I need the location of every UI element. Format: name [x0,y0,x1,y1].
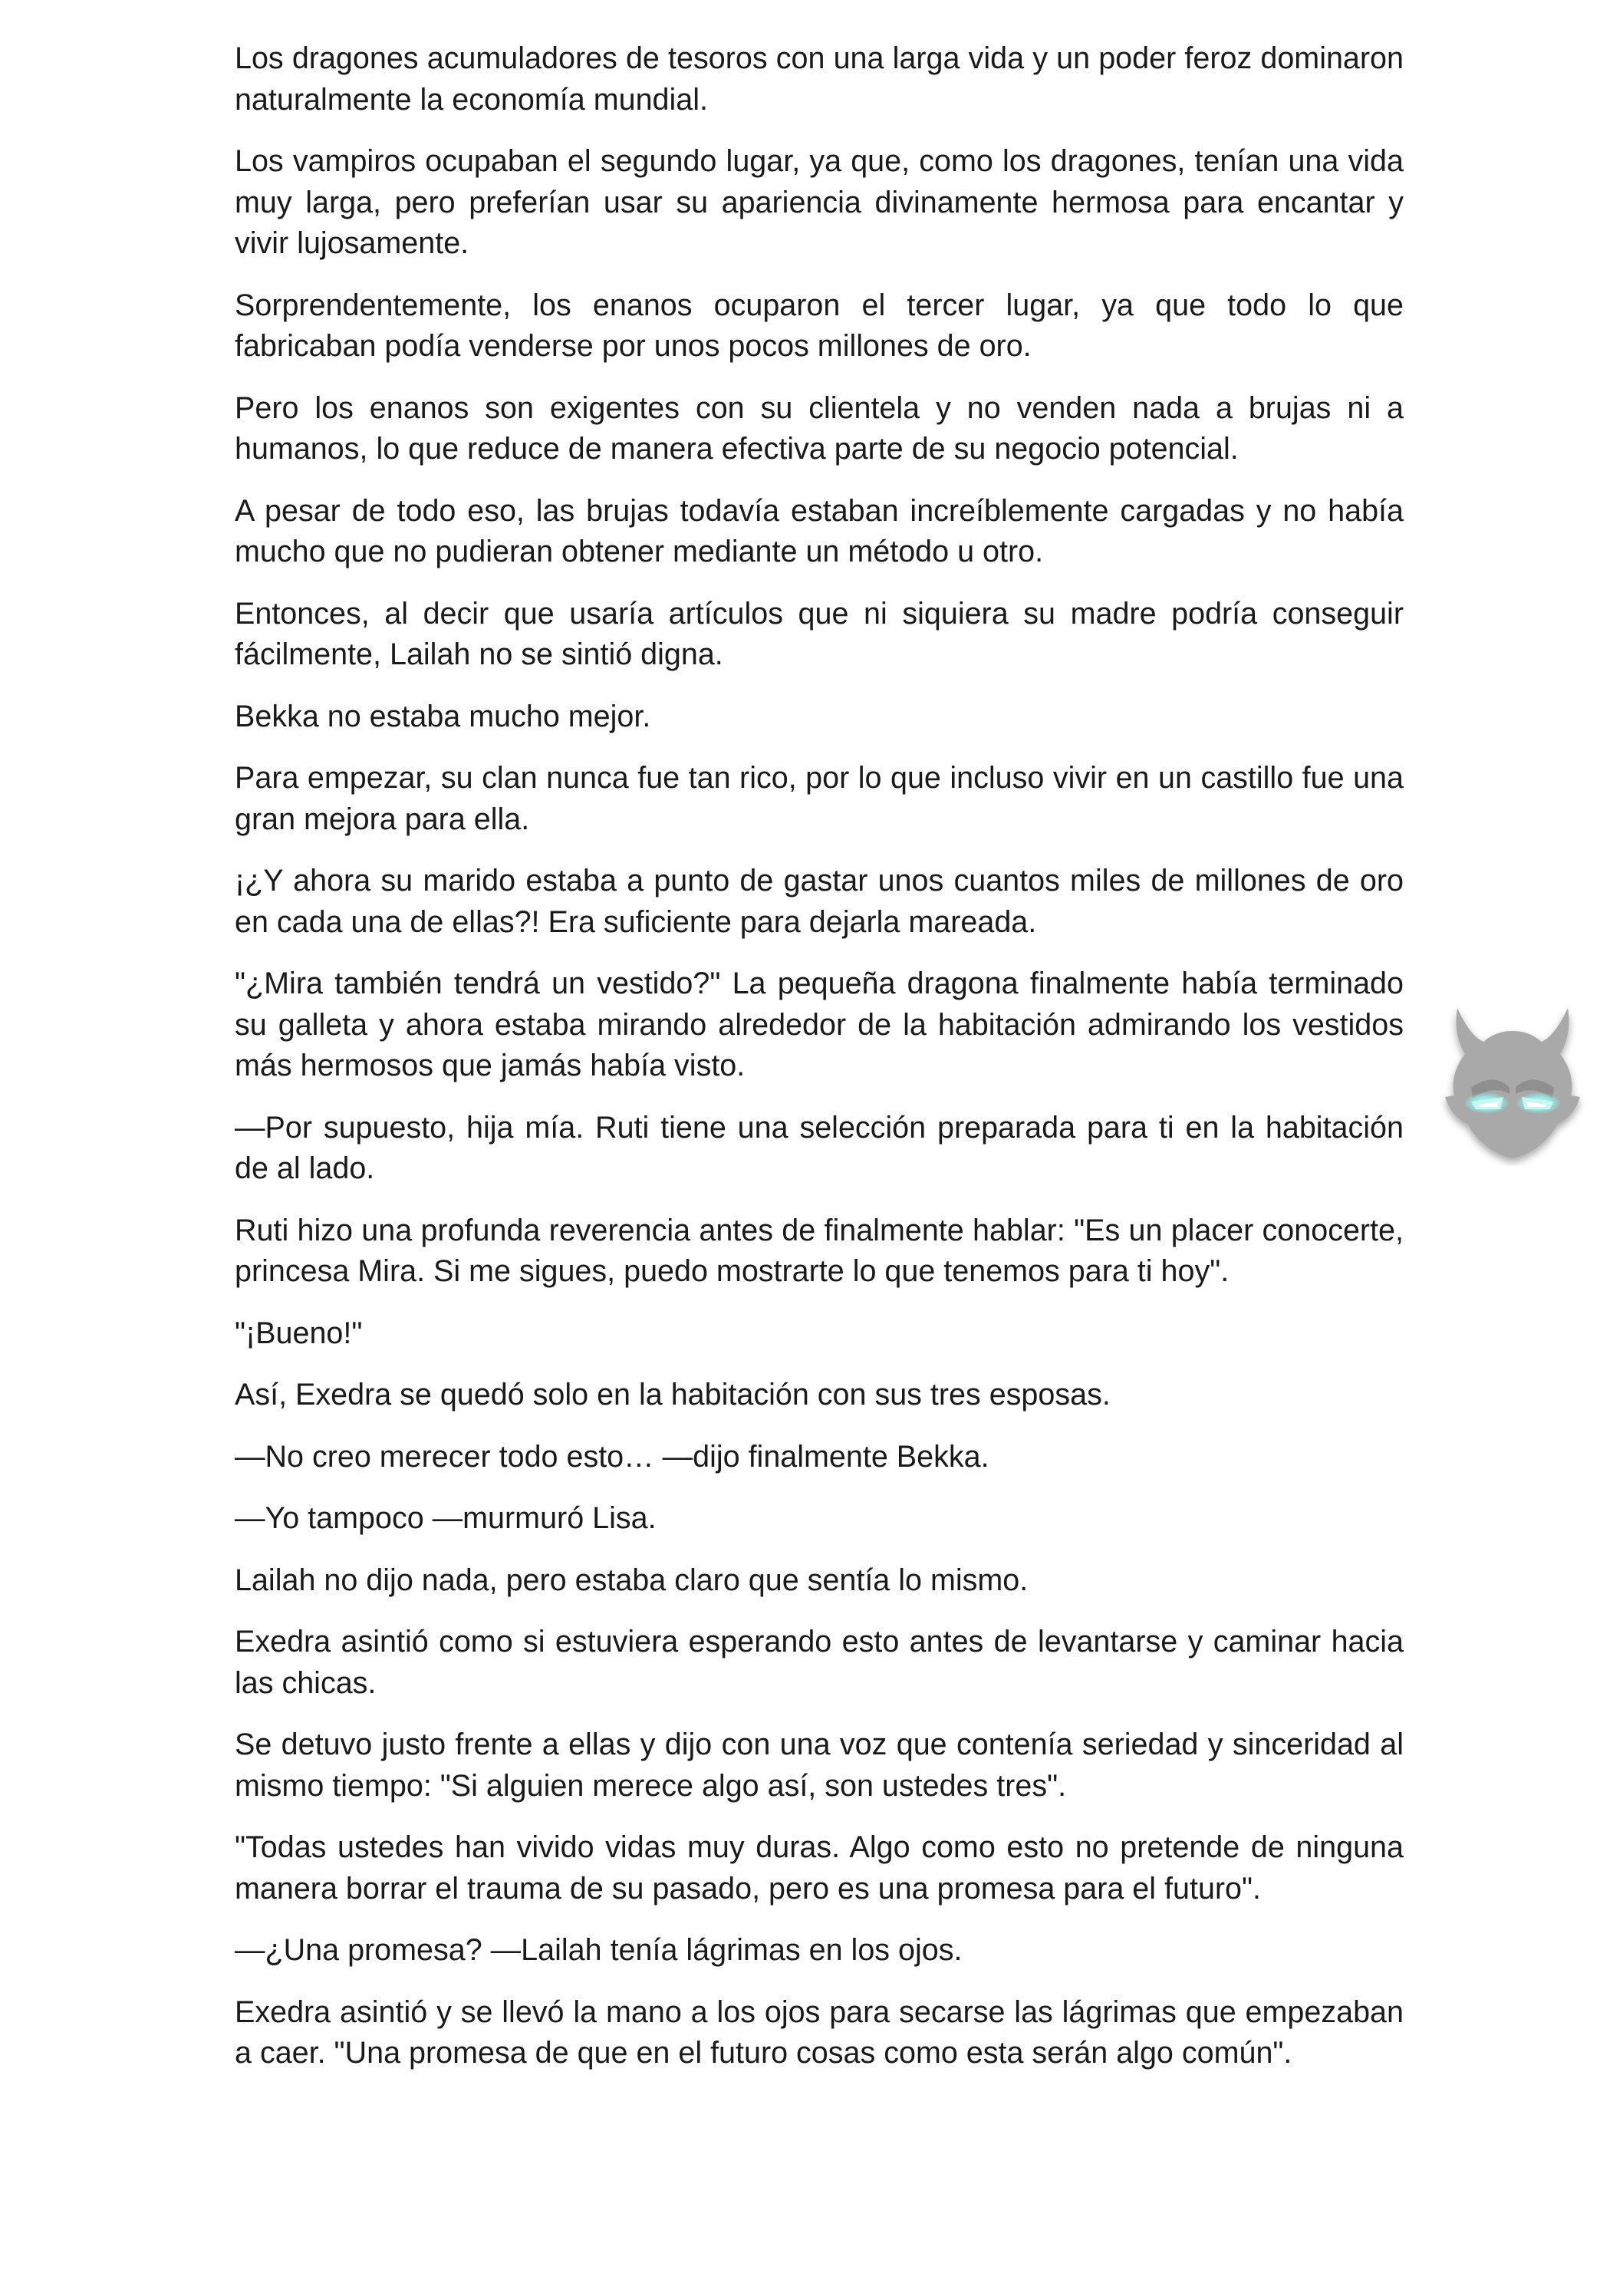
paragraph-4: Pero los enanos son exigentes con su clientela y no venden nada a brujas ni a humanos, lo que reduce de manera efectiva parte de su negocio potencial. [235,390,1404,466]
paragraph-10: "¿Mira también tendrá un vestido?" La pequeña dragona finalmente había terminado su galleta y ahora estaba mirando alrededor de la habitación admirando los vestidos más hermosos que jamás había visto. [235,967,1404,1082]
paragraph-16: —Yo tampoco —murmuró Lisa. [235,1501,657,1535]
paragraph-9: ¡¿Y ahora su marido estaba a punto de gastar unos cuantos miles de millones de oro en cada una de ellas?! Era suficiente para dejarla mareada. [235,864,1404,939]
paragraph-12: Ruti hizo una profunda reverencia antes de finalmente hablar: "Es un placer conocerte, princesa Mira. Si me sigues, puedo mostrarte lo que tenemos para ti hoy". [235,1213,1404,1288]
paragraph-7: Bekka no estaba mucho mejor. [235,699,651,733]
paragraph-8: Para empezar, su clan nunca fue tan rico, por lo que incluso vivir en un castillo fue una gran mejora para ella. [235,761,1404,836]
paragraph-13: "¡Bueno!" [235,1316,363,1350]
paragraph-2: Los vampiros ocupaban el segundo lugar, ya que, como los dragones, tenían una vida muy larga, pero preferían usar su apariencia divinamente hermosa para encantar y vivir lujosamente. [235,144,1404,260]
paragraph-20: "Todas ustedes han vivido vidas muy duras. Algo como esto no pretende de ninguna manera borrar el trauma de su pasado, pero es una promesa para el futuro". [235,1830,1404,1906]
paragraph-6: Entonces, al decir que usaría artículos que ni siquiera su madre podría conseguir fácilmente, Lailah no se sintió digna. [235,596,1404,671]
paragraph-5: A pesar de todo eso, las brujas todavía estaban increíblemente cargadas y no había mucho que no pudieran obtener mediante un método u otro. [235,493,1404,568]
document-body [235,38,1404,2095]
demon-head-icon [1436,997,1589,1166]
paragraph-18: Exedra asintió como si estuviera esperando esto antes de levantarse y caminar hacia las chicas. [235,1625,1404,1700]
paragraph-21: —¿Una promesa? —Lailah tenía lágrimas en los ojos. [235,1933,963,1967]
paragraph-11: —Por supuesto, hija mía. Ruti tiene una selección preparada para ti en la habitación de al lado. [235,1110,1404,1185]
paragraph-19: Se detuvo justo frente a ellas y dijo con una voz que contenía seriedad y sinceridad al mismo tiempo: "Si alguien merece algo así, son ustedes tres". [235,1728,1404,1803]
paragraph-3: Sorprendentemente, los enanos ocuparon el tercer lugar, ya que todo lo que fabricaban podía venderse por unos pocos millones de oro. [235,288,1404,363]
paragraph-14: Así, Exedra se quedó solo en la habitación con sus tres esposas. [235,1378,1111,1412]
paragraph-17: Lailah no dijo nada, pero estaba claro que sentía lo mismo. [235,1563,1029,1597]
paragraph-22: Exedra asintió y se llevó la mano a los ojos para secarse las lágrimas que empezaban a caer. "Una promesa de que en el futuro cosas como esta serán algo común". [235,1995,1404,2070]
paragraph-1: Los dragones acumuladores de tesoros con una larga vida y un poder feroz dominaron naturalmente la economía mundial. [235,41,1404,117]
paragraph-15: —No creo merecer todo esto… —dijo finalmente Bekka. [235,1439,989,1474]
